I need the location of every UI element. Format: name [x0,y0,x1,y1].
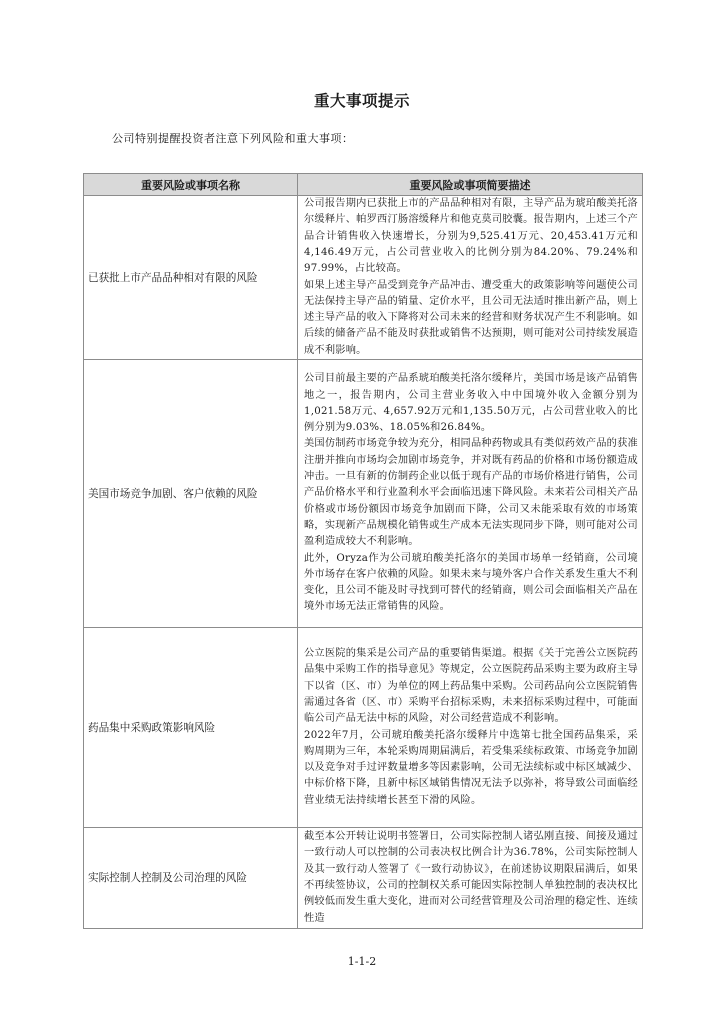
risk-description [298,628,643,828]
risk-description [298,360,643,628]
risk-name: 美国市场竞争加剧、客户依赖的风险 [84,360,298,628]
risk-description [298,828,643,929]
page-number: 1-1-2 [347,955,377,968]
table-row [84,828,643,929]
table-header-row [84,174,643,196]
description-paragraph: 此外，Oryza作为公司琥珀酸美托洛尔的美国市场单一经销商，公司境外市场存在客户依赖的风险。如果未来与境外客户合作关系发生重大不利变化，且公司不能及时寻找到可替代的经销商，则公司会面临相关产品在境外市场无法正常销售的风险。 [304,552,638,613]
intro-text: 公司特别提醒投资者注意下列风险和重大事项： [112,132,354,145]
risk-name: 已获批上市产品品种相对有限的风险 [84,196,298,360]
risk-table [83,173,643,929]
page-title: 重大事项提示 [313,92,410,110]
description-paragraph: 2022年7月，公司琥珀酸美托洛尔缓释片中选第七批全国药品集采，采购周期为三年，本轮采购周期届满后，若受集采续标政策、市场竞争加剧以及竞争对手过评数量增多等因素影响，公司无法续标或中标区域减少、中标价格下降，且新中标区域销售情况无法予以弥补，将导致公司面临经营业绩无法持续增长甚至下滑的风险。 [304,729,638,806]
description-paragraph: 截至本公开转让说明书签署日，公司实际控制人诸弘刚直接、间接及通过一致行动人可以控制的公司表决权比例合计为36.78%，公司实际控制人及其一致行动人签署了《一致行动协议》，在前述协议期限届满后，如果不再续签协议，公司的控制权关系可能因实际控制人单独控制的表决权比例较低而发生重大变化，进而对公司经营管理及公司治理的稳定性、连续性造 [304,831,638,924]
header-risk-name: 重要风险或事项名称 [84,174,298,196]
risk-description [298,196,643,360]
description-paragraph: 公司目前最主要的产品系琥珀酸美托洛尔缓释片，美国市场是该产品销售地之一，报告期内，公司主营业务收入中中国境外收入金额分别为1,021.58万元、4,657.92万元和1,135.50万元，占公司营业收入的比例分别为9.03%、18.05%和26.84%。 [304,373,638,434]
description-paragraph: 如果上述主导产品受到竞争产品冲击、遭受重大的政策影响等问题使公司无法保持主导产品的销量、定价水平，且公司无法适时推出新产品，则上述主导产品的收入下降将对公司未来的经营和财务状况产生不利影响。如后续的储备产品不能及时获批或销售不达预期，则可能对公司持续发展造成不利影响。 [304,279,638,356]
table-row [84,360,643,628]
description-paragraph: 公立医院的集采是公司产品的重要销售渠道。根据《关于完善公立医院药品集中采购工作的指导意见》等规定，公立医院药品采购主要为政府主导下以省（区、市）为单位的网上药品集中采购。公司药品向公立医院销售需通过各省（区、市）采购平台招标采购，未来招标采购过程中，可能面临公司产品无法中标的风险，对公司经营造成不利影响。 [304,648,638,725]
description-paragraph: 美国仿制药市场竞争较为充分，相同品种药物或具有类似药效产品的获准注册并推向市场均会加剧市场竞争，并对既有药品的价格和市场份额造成冲击。一旦有新的仿制药企业以低于现有产品的市场价格进行销售，公司产品价格水平和行业盈利水平会面临迅速下降风险。未来若公司相关产品价格或市场份额因市场竞争加剧而下降，公司又未能采取有效的市场策略，实现新产品规模化销售或生产成本无法实现同步下降，则可能对公司盈利造成较大不利影响。 [304,438,638,548]
header-risk-description: 重要风险或事项简要描述 [298,174,643,196]
risk-name: 药品集中采购政策影响风险 [84,628,298,828]
table-row [84,196,643,360]
table-row [84,628,643,828]
description-paragraph: 公司报告期内已获批上市的产品品种相对有限，主导产品为琥珀酸美托洛尔缓释片、帕罗西汀肠溶缓释片和他克莫司胶囊。报告期内，上述三个产品合计销售收入快速增长，分别为9,525.41万元、20,453.41万元和4,146.49万元，占公司营业收入的比例分别为84.20%、79.24%和97.99%，占比较高。 [304,198,638,275]
risk-name: 实际控制人控制及公司治理的风险 [84,828,298,929]
